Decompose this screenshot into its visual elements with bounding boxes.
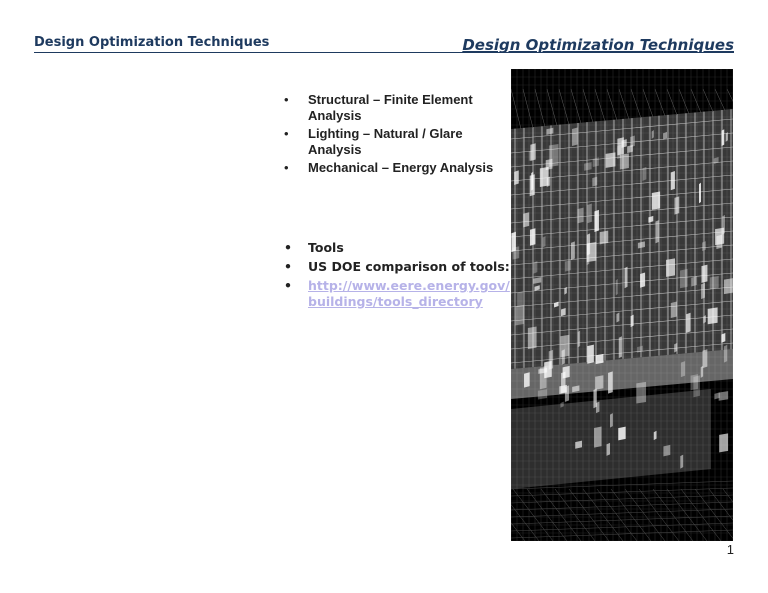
building-wireframe-image (511, 69, 733, 541)
bullet-text: Mechanical – Energy Analysis (308, 160, 494, 175)
bullet-text: US DOE comparison of tools: (308, 259, 510, 274)
building-wireframe-render-icon (511, 69, 733, 541)
list-item (284, 240, 510, 256)
bullet-text: Structural – Finite Element Analysis (308, 92, 473, 123)
list-item (284, 259, 510, 275)
bullet-text: Lighting – Natural / Glare Analysis (308, 126, 463, 157)
header-left-title: Design Optimization Techniques (34, 35, 270, 50)
list-item (284, 160, 510, 176)
bullet-dot-icon: • (284, 278, 292, 293)
bullet-dot-icon: • (284, 240, 292, 255)
page-number: 1 (726, 542, 734, 557)
list-item (284, 92, 510, 124)
list-item (284, 278, 510, 310)
tools-directory-link[interactable]: http://www.eere.energy.gov/ buildings/tools_directory (308, 278, 510, 309)
bullet-dot-icon: • (284, 126, 289, 141)
bullet-dot-icon: • (284, 259, 292, 274)
primary-bullet-list (284, 92, 510, 178)
bullet-dot-icon: • (284, 160, 289, 175)
secondary-bullet-list (284, 240, 510, 313)
header-right-title: Design Optimization Techniques (462, 36, 734, 54)
list-item (284, 126, 510, 158)
bullet-text: Tools (308, 240, 344, 255)
bullet-dot-icon: • (284, 92, 289, 107)
